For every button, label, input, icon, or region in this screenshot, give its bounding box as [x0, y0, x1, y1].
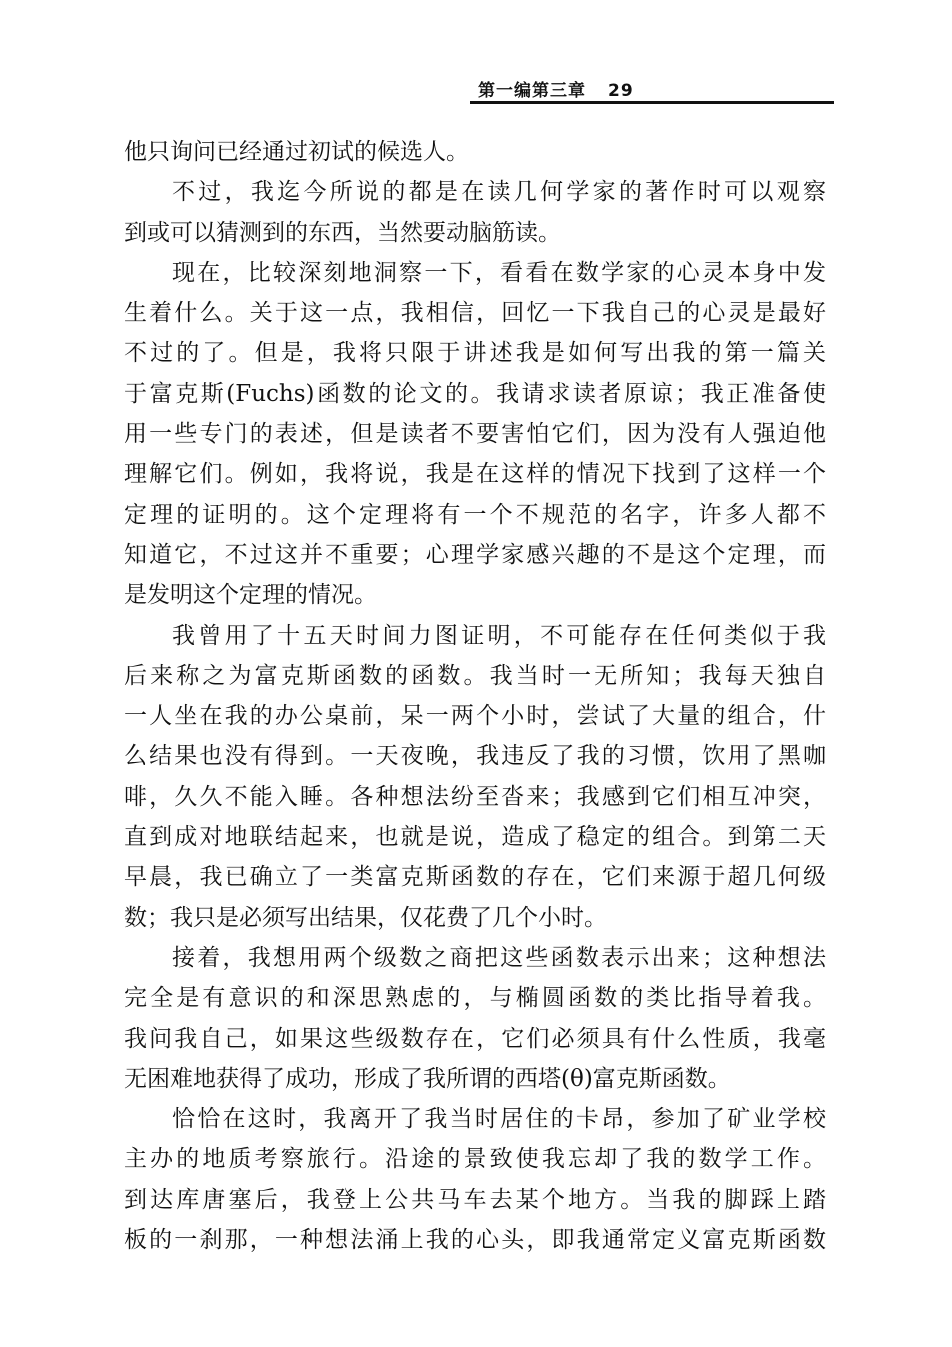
text-line: 啡，久久不能入睡。各种想法纷至沓来；我感到它们相互冲突，: [124, 783, 826, 810]
text-line: 我问我自己，如果这些级数存在，它们必须具有什么性质，我毫: [124, 1025, 826, 1052]
text-line: 早晨，我已确立了一类富克斯函数的存在，它们来源于超几何级: [124, 864, 826, 891]
text-line: 数；我只是必须写出结果，仅花费了几个小时。: [124, 904, 607, 931]
text-line: 不过，我迄今所说的都是在读几何学家的著作时可以观察: [172, 179, 826, 206]
text-line: 于富克斯(Fuchs)函数的论文的。我请求读者原谅；我正准备使: [124, 380, 826, 407]
text-line: 用一些专门的表述，但是读者不要害怕它们，因为没有人强迫他: [124, 421, 826, 448]
body-text: [124, 132, 826, 1260]
text-line: 到或可以猜测到的东西，当然要动脑筋读。: [124, 219, 561, 246]
text-line: 定理的证明的。这个定理将有一个不规范的名字，许多人都不: [124, 501, 826, 528]
text-line: 我曾用了十五天时间力图证明，不可能存在任何类似于我: [172, 622, 826, 649]
text-line: 板的一刹那，一种想法涌上我的心头，即我通常定义富克斯函数: [124, 1227, 826, 1254]
text-line: 接着，我想用两个级数之商把这些函数表示出来；这种想法: [172, 944, 826, 971]
running-title: 第一编第三章: [478, 81, 586, 101]
text-line: 么结果也没有得到。一天夜晚，我违反了我的习惯，饮用了黑咖: [124, 743, 826, 770]
text-line: 不过的了。但是，我将只限于讲述我是如何写出我的第一篇关: [124, 340, 826, 367]
text-line: 理解它们。例如，我将说，我是在这样的情况下找到了这样一个: [124, 461, 826, 488]
running-head: [478, 76, 634, 101]
text-line: 无困难地获得了成功，形成了我所谓的西塔(θ)富克斯函数。: [124, 1065, 731, 1092]
text-line: 现在，比较深刻地洞察一下，看看在数学家的心灵本身中发: [172, 259, 826, 286]
text-line: 主办的地质考察旅行。沿途的景致使我忘却了我的数学工作。: [124, 1146, 826, 1173]
text-line: 后来称之为富克斯函数的函数。我当时一无所知；我每天独自: [124, 662, 826, 689]
text-line: 生着什么。关于这一点，我相信，回忆一下我自己的心灵是最好: [124, 300, 826, 327]
text-line: 知道它，不过这并不重要；心理学家感兴趣的不是这个定理，而: [124, 541, 826, 568]
text-line: 恰恰在这时，我离开了我当时居住的卡昂，参加了矿业学校: [172, 1106, 826, 1133]
text-line: 到达库唐塞后，我登上公共马车去某个地方。当我的脚踩上踏: [124, 1186, 826, 1213]
header-rule: [470, 101, 834, 104]
text-line: 是发明这个定理的情况。: [124, 582, 377, 609]
page-number: 29: [608, 81, 634, 101]
text-line: 他只询问已经通过初试的候选人。: [124, 139, 469, 165]
text-line: 一人坐在我的办公桌前，呆一两个小时，尝试了大量的组合，什: [124, 703, 826, 730]
text-line: 直到成对地联结起来，也就是说，造成了稳定的组合。到第二天: [124, 824, 826, 851]
text-line: 完全是有意识的和深思熟虑的，与椭圆函数的类比指导着我。: [124, 985, 826, 1012]
